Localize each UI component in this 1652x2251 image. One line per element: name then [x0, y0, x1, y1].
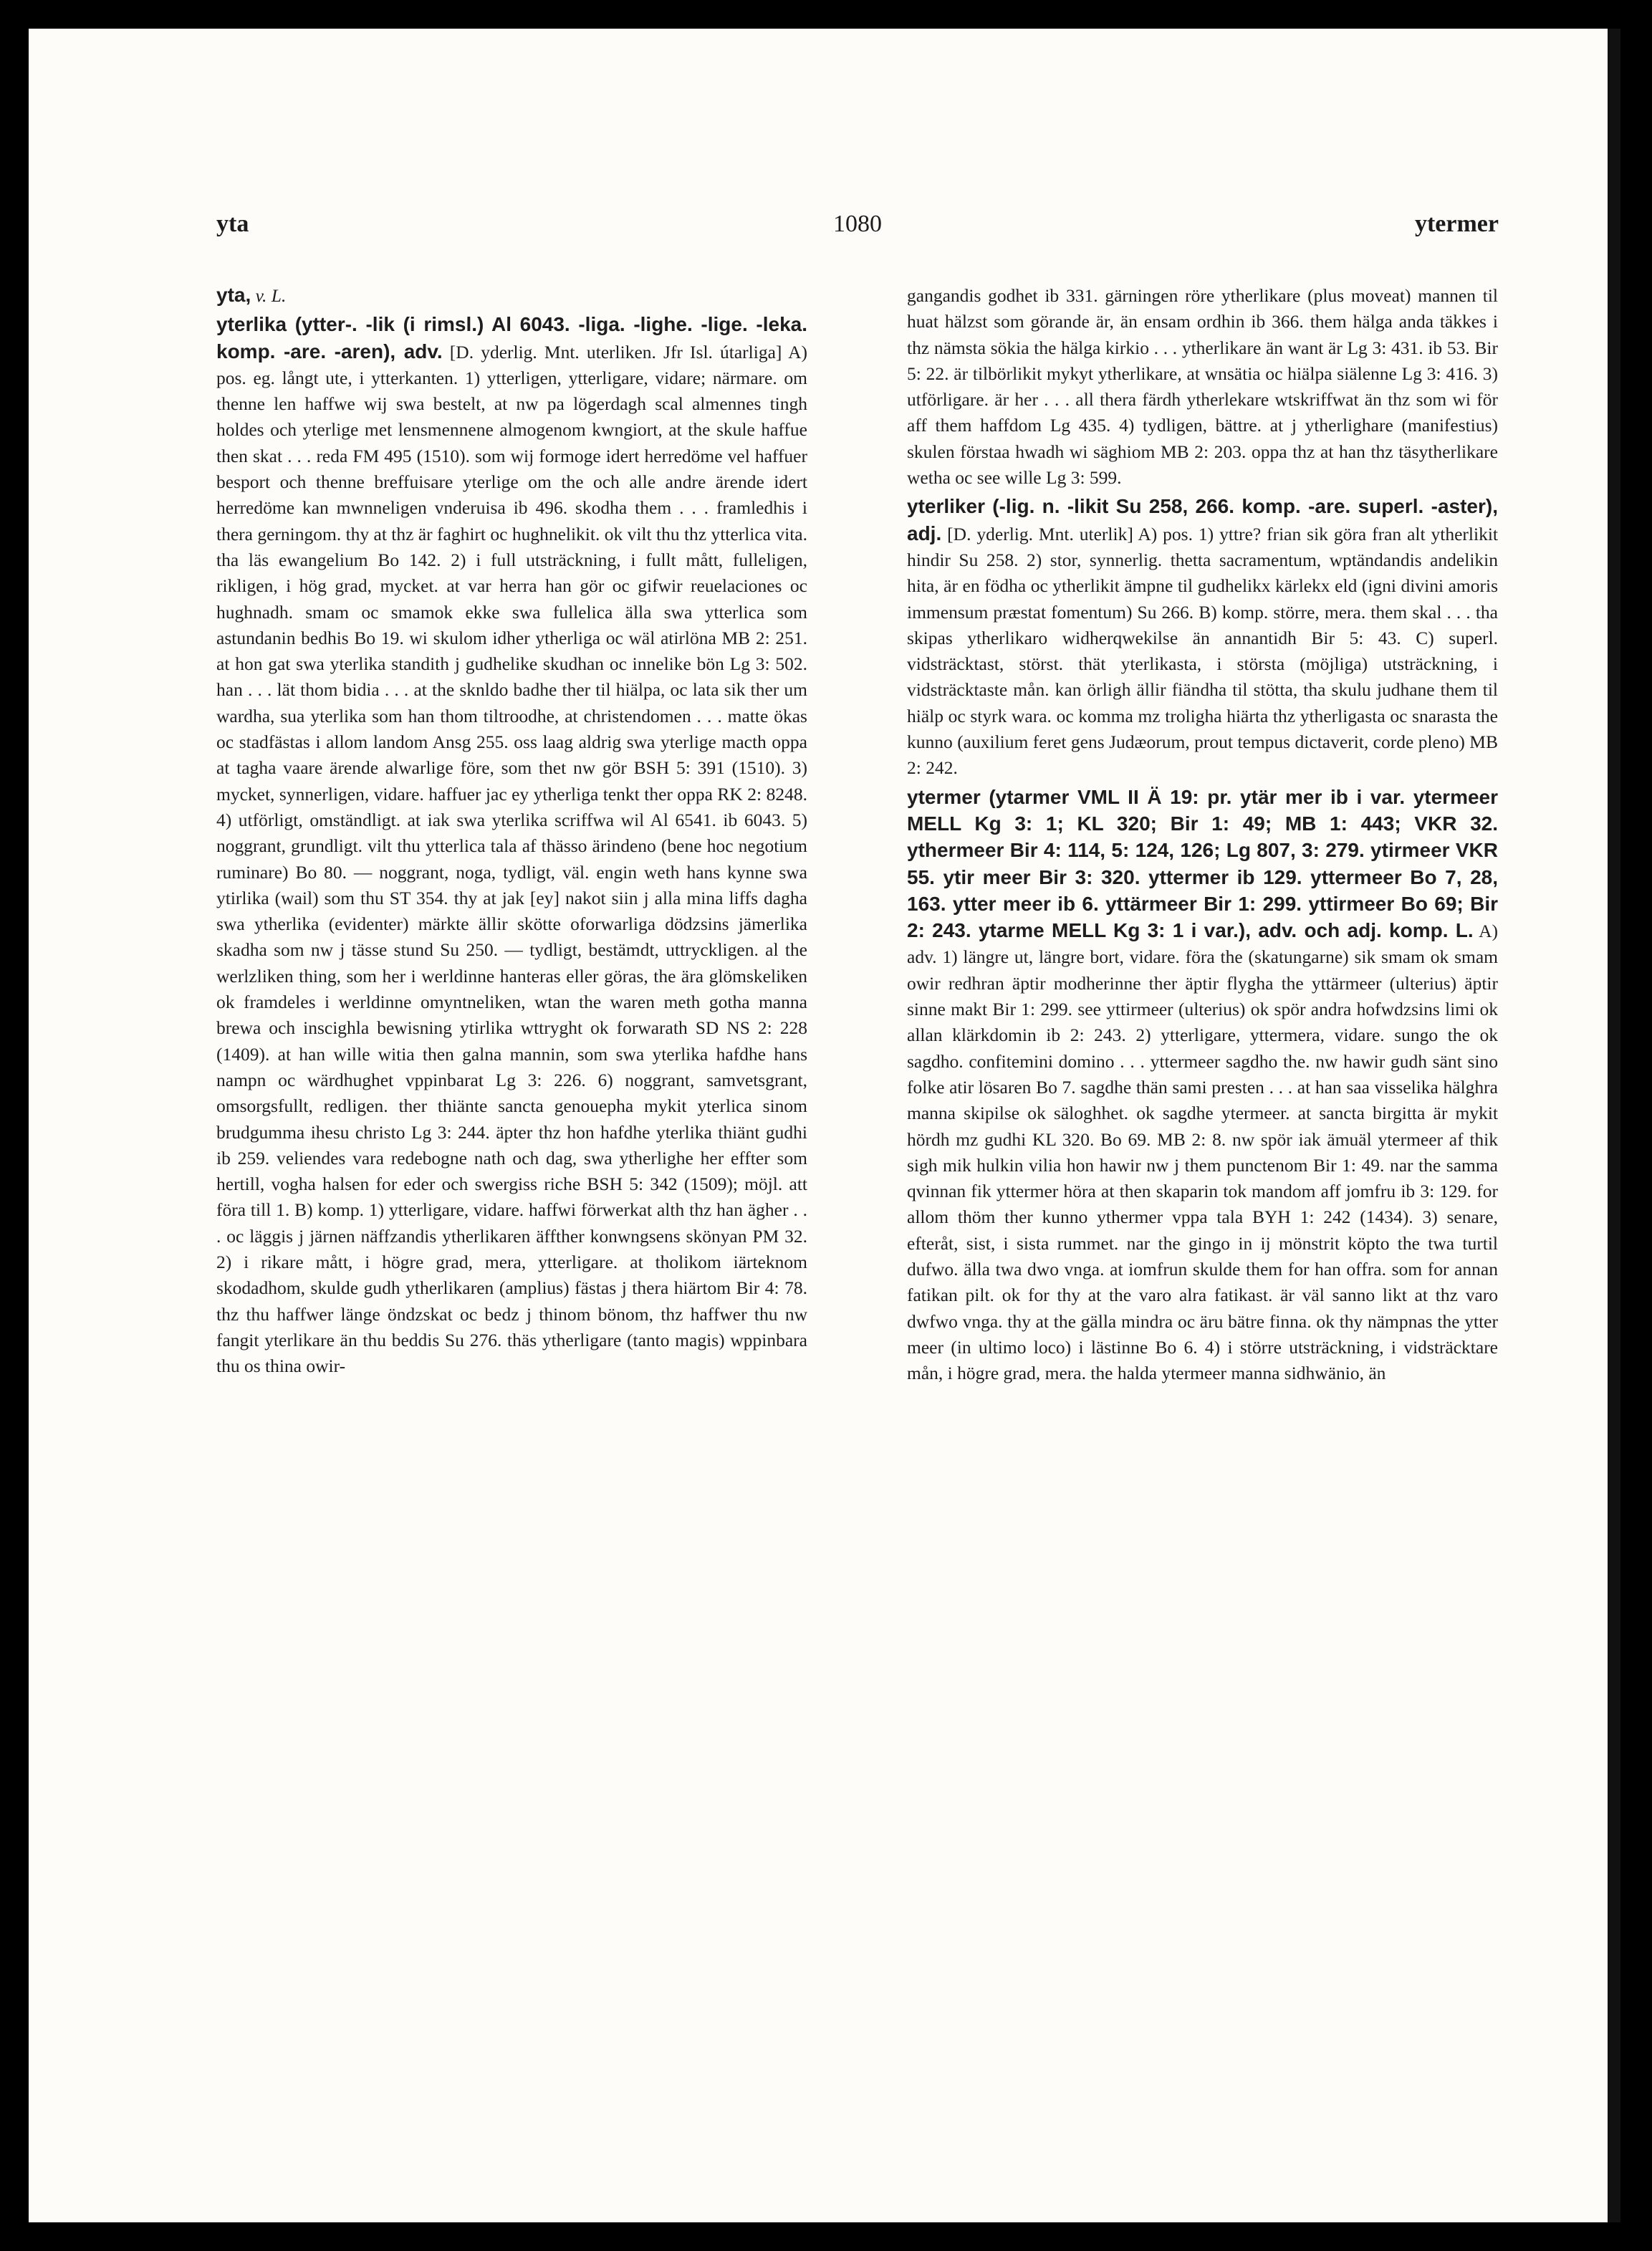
running-header	[216, 211, 1499, 246]
headword: yterliker (-lig. n. -likit Su 258, 266. komp. -are. superl. -aster), adj.	[907, 495, 1498, 544]
entry-continuation	[907, 282, 1498, 491]
entry-text: A) adv. 1) längre ut, längre bort, vidare. föra the (skatungarne) sik smam ok smam owir redhran äptir modherinne ther äptir flygha the yttärmeer (ulterius) äptir sinne makt Bir 1: 299. see yttirmeer (ulterius) ok spör andra hofwdzsins limi ok allan klärkdomin ib 2: 243. 2) ytterligare, yttermera, vidare. sungo the ok sagdho. confitemini domino . . . yttermeer sagdho the. nw hawir gudh sänt sino folke atir lösaren Bo 7. sagdhe thän sami presten . . . at han saa visselika hälghra manna skipilse ok säloghhet. ok sagdhe ytermeer. at sancta birgitta är mykit hördh mz gudhi KL 320. Bo 69. MB 2: 8. nw spör iak ämuäl ytermeer af thik sigh mik hulkin vilia hon hawir nw j them punctenom Bir 1: 49. nar the samma qvinnan fik yttermer höra at then skaparin tok mandom aff jomfru ib 3: 129. for allom thöm ther kunno ythermer vppa tala BYH 1: 242 (1434). 3) senare, efteråt, sist, i sista rummet. nar the gingo in ij mönstrit köpto the twa turtil dufwo. älla twa dwo vnga. at iomfrun skulde them for han offra. som for annan fatikan pilt. ok for thy at the varo alra fatikast. är väl sanno likt at thz varo dwfwo vnga. thy at the gälla mindra oc äru bätre finna. ok thy nämpnas the ytter meer (in ultimo loco) i lästinne Bo 6. 4) i större utsträckning, i vidsträcktare mån, i högre grad, mera. the halda ytermeer manna sidhwänio, än	[907, 921, 1498, 1384]
entry-text: gangandis godhet ib 331. gärningen röre ytherlikare (plus moveat) mannen til huat hälzst som görande är, än ensam ordhin ib 366. them hälga anda täkkes i thz nämsta sökia the hälga kirkio . . . ytherlikare än want är Lg 3: 431. ib 53. Bir 5: 22. är tilbörlikit mykyt ytherlikare, at wnsätia oc hiälpa siälenne Lg 3: 416. 3) utförligare. är her . . . all thera färdh ytherlekare wtskriffwat än thz som wi för aff them haffdom Lg 435. 4) tydligen, bättre. at j ytherlighare (manifestius) skulen förstaa hwadh wi säghiom MB 2: 203. oppa thz at han thz täsytherlikare wetha oc see wille Lg 3: 599.	[907, 285, 1498, 489]
entry-text: v. L.	[255, 285, 287, 306]
entry-ytermer	[907, 784, 1498, 1387]
entry-yta	[216, 282, 807, 309]
entry-text: [D. yderlig. Mnt. uterlik] A) pos. 1) yttre? frian sik göra fran alt ytherlikit hindir Su 258. 2) stor, synnerlig. thetta sacramentum, wptändandis andelikin hita, är en födha oc ytherlikit ämpne til gudhelikx kärlekx eld (igni divini amoris immensum præstat fomentum) Su 266. B) komp. större, mera. them skal . . . tha skipas ytherlikaro widherqwekilse än annantidh Bir 5: 43. C) superl. vidsträcktast, störst. thät yterlikasta, i största (möjliga) utsträckning, i vidsträcktaste mån. kan örligh ällir fiändha til stötta, tha skulu judhane them til hiälp oc styrk wara. oc komma mz troligha hiärta thz ytherligasta oc snarasta the kunno (auxilium feret gens Judæorum, prout tempus dictaverit, corde pleno) MB 2: 242.	[907, 523, 1498, 779]
entry-yterlika	[216, 312, 807, 1379]
headword: yterlika (ytter-. -lik (i rimsl.) Al 6043. -liga. -lighe. -lige. -leka. komp. -are. -aren), adv.	[216, 313, 807, 363]
right-column	[907, 282, 1498, 2116]
headword: ytermer (ytarmer VML II Ä 19: pr. ytär mer ib i var. ytermeer MELL Kg 3: 1; KL 320; Bir 1: 49; MB 1: 443; VKR 32. ythermeer Bir 4: 114, 5: 124, 126; Lg 807, 3: 279. ytirmeer VKR 55. ytir meer Bir 3: 320. yttermer ib 129. yttermeer Bo 7, 28, 163. ytter meer ib 6. yttärmeer Bir 1: 299. yttirmeer Bo 69; Bir 2: 243. ytarme MELL Kg 3: 1 i var.), adv. och adj. komp. L.	[907, 785, 1498, 942]
dictionary-page	[29, 29, 1620, 2222]
headword: yta,	[216, 284, 251, 306]
scan-edge-shadow	[1608, 29, 1620, 2222]
header-right-guideword: ytermer	[1414, 211, 1499, 237]
left-column	[216, 282, 807, 2116]
entry-text: [D. yderlig. Mnt. uterliken. Jfr Isl. útarliga] A) pos. eg. långt ute, i ytterkanten. 1) ytterligen, ytterligare, vidare; närmare. om thenne len haffwe wij swa bestelt, at nw pa lögerdagh scal almennes tingh holdes och yterlige met lensmennene almogenom kwngiort, at the skule haffue then skat . . . reda FM 495 (1510). som wij formoge idert herredöme vel haffuer besport och thenne breffuisare yterlige om the och alle andre ärende idert herredöme kan mwnneligen vnderuisa ib 496. skodha them . . . framledhis i thera gerningom. thy at thz är faghirt oc hughnelikit. ok vilt thu thz ytterlica vita. tha läs ewangelium Bo 142. 2) i full utsträckning, i fullt mått, fulleligen, rikligen, i hög grad, mycket. at var herra han gör oc gifwir reuelaciones oc hughnadh. smam oc smamok ekke swa fullelica älla swa ytterlica som astundanin bedhis Bo 19. wi skulom idher ytherliga oc wäl atirlöna MB 2: 251. at hon gat swa yterlika standith j gudhelike skudhan oc innelike bön Lg 3: 502. han . . . lät thom bidia . . . at the sknldo badhe ther til hiälpa, oc lata sik ther um wardha, sua yterlika som han thom tiltroodhe, at christendomen . . . matte ökas oc stadfästas i allom landom Ansg 255. oss laag aldrig swa yterlige macth oppa at tagha vaare ärende alwarlige före, som thet nw gör BSH 5: 391 (1510). 3) mycket, synnerligen, vidare. haffuer jac ey ytherliga tenkt ther oppa RK 2: 8248. 4) utförligt, omständligt. at iak swa yterlika scriffwa wil Al 6541. ib 6043. 5) noggrant, grundligt. vilt thu ytterlica tala af thässo ärindeno (bene hoc negotium ruminare) Bo 80. — noggrant, noga, tydligt, väl. engin weth hans kynne swa ytirlika (wail) som thu ST 354. thy at jak [ey] nakot siin j alla mina liffs dagha swa ytherlika (evidenter) märkte ällir skötte oforwarliga dödzsins jämerlika skadha som nw j tässe stund Su 250. — tydligt, bestämdt, uttryckligen. al the werlzliken thing, som her i werldinne hanteras eller göras, the ära glömskeliken ok framdeles i werldinne omyntneliken, wtan the waren meth gotha manna brewa och inscighla bewisning ytirlika wttryght ok forwarath SD NS 2: 228 (1409). at han wille witia then galna mannin, som swa yterlika hafdhe hans nampn oc wärdhughet vppinbarat Lg 3: 226. 6) noggrant, samvetsgrant, omsorgsfullt, redligen. ther thiänte sancta genouepha mykit yterlica sinom brudgumma ihesu christo Lg 3: 244. äpter thz hon hafdhe yterlika thiänt gudhi ib 259. veliendes vara redebogne nath och dag, swa ytherlighe her effter som hertill, vogha halsen for eder och swergiss riche BSH 5: 342 (1509); möjl. att föra till 1. B) komp. 1) ytterligare, vidare. haffwi förwerkat alth thz han ägher . . . oc läggis j järnen näffzandis ytherlikaren äffther konwngsens skönyan PM 32. 2) i rikare mått, i högre grad, mera, ytterligare. at tholikom iärteknom skodadhom, skulde gudh ytherlikaren (amplius) fästas j thera hiärtom Bir 4: 78. thz thu haffwer länge öndzskat oc bedz j thinom bönom, thz haffwer thu nw fangit yterlikare än thu beddis Su 276. thäs ytherligare (tanto magis) wppinbara thu os thina owir-	[216, 341, 807, 1377]
header-left-guideword: yta	[216, 211, 249, 237]
page-number: 1080	[833, 211, 882, 237]
entry-yterliker	[907, 494, 1498, 781]
